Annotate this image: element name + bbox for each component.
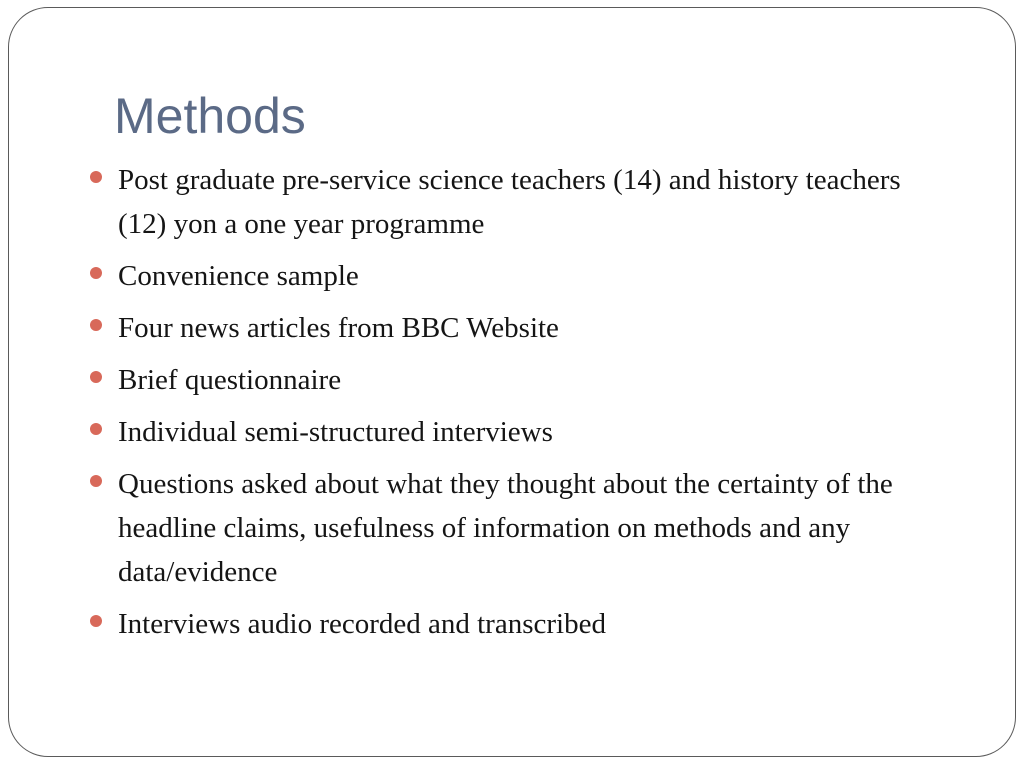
slide-title: Methods xyxy=(114,88,306,144)
circle-bullet-icon xyxy=(90,267,102,279)
bullet-text: Post graduate pre-service science teachers (14) and history teachers (12) yon a one year programme xyxy=(118,164,901,240)
circle-bullet-icon xyxy=(90,423,102,435)
bullet-item xyxy=(88,358,938,402)
circle-bullet-icon xyxy=(90,615,102,627)
bullet-item xyxy=(88,254,938,298)
bullet-text: Four news articles from BBC Website xyxy=(118,312,559,344)
bullet-text: Convenience sample xyxy=(118,260,359,292)
circle-bullet-icon xyxy=(90,171,102,183)
bullet-text: Brief questionnaire xyxy=(118,364,342,396)
bullet-list xyxy=(88,158,938,654)
circle-bullet-icon xyxy=(90,371,102,383)
bullet-item xyxy=(88,602,938,646)
circle-bullet-icon xyxy=(90,475,102,487)
bullet-text: Individual semi-structured interviews xyxy=(118,416,553,448)
circle-bullet-icon xyxy=(90,319,102,331)
bullet-text: Questions asked about what they thought about the certainty of the headline claims, usefulness of information on methods and any data/evidence xyxy=(118,468,893,588)
bullet-item xyxy=(88,410,938,454)
bullet-item xyxy=(88,462,938,594)
bullet-item xyxy=(88,158,938,246)
bullet-text: Interviews audio recorded and transcribed xyxy=(118,608,606,640)
bullet-item xyxy=(88,306,938,350)
